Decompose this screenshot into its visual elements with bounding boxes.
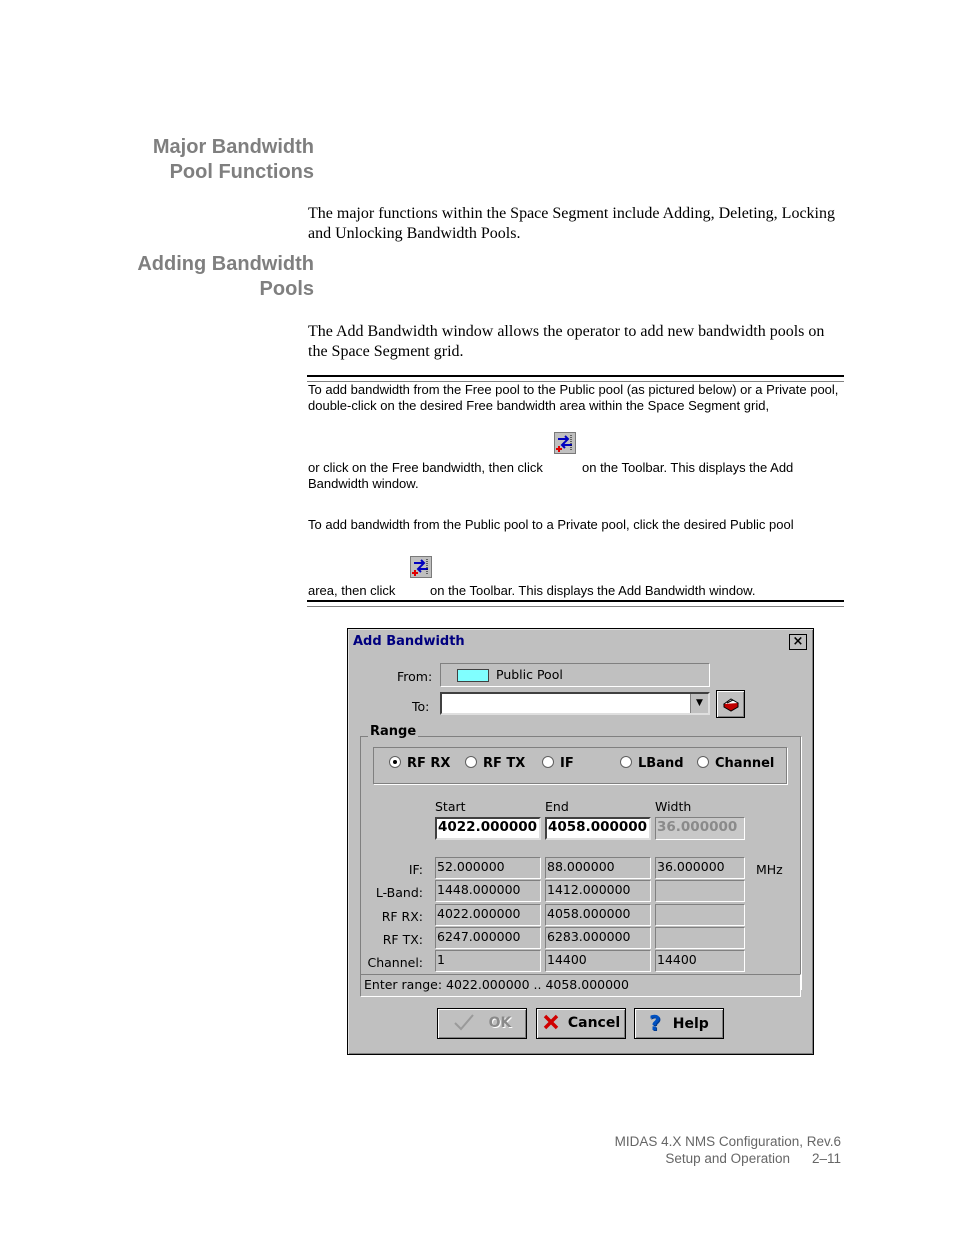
row-start: 6247.000000	[435, 927, 541, 949]
width-readonly: 36.000000	[655, 817, 745, 840]
footer-section-name: Setup and Operation	[665, 1151, 790, 1166]
heading-major-bandwidth: Major Bandwidth Pool Functions	[152, 136, 314, 183]
status-bar: Enter range: 4022.000000 .. 4058.000000	[360, 974, 801, 997]
row-width: 36.000000	[655, 857, 745, 879]
close-icon[interactable]: ×	[789, 634, 807, 650]
to-select[interactable]	[440, 692, 710, 715]
start-input[interactable]: 4022.000000	[435, 817, 541, 840]
row-width	[655, 880, 745, 902]
from-field	[440, 663, 710, 687]
row-label: L-Band:	[375, 885, 423, 900]
range-label	[368, 724, 418, 739]
note-text-2a: or click on the Free bandwidth, then click	[308, 460, 543, 475]
radio-rf-rx-label: RF RX	[407, 756, 451, 771]
checkmark-icon	[453, 1013, 475, 1031]
radio-lband-label: LBand	[638, 756, 684, 771]
pool-color-swatch	[457, 669, 489, 682]
ok-button[interactable]	[437, 1008, 527, 1039]
chevron-down-icon[interactable]: ▼	[690, 694, 708, 713]
row-start: 52.000000	[435, 857, 541, 879]
paragraph-add-bandwidth: The Add Bandwidth window allows the operator to add new bandwidth pools on the Space Segment grid.	[308, 323, 825, 360]
note-line-1: To add bandwidth from the Free pool to the Public pool (as pictured below) or a Private pool, double-click on the desired Free bandwidth area within the Space Segment grid,	[308, 382, 839, 413]
radio-if[interactable]	[542, 756, 574, 771]
add-bandwidth-dialog	[347, 628, 814, 1055]
from-value: Public Pool	[496, 667, 563, 682]
radio-channel-label: Channel	[715, 756, 775, 771]
heading-adding-bandwidth: Adding Bandwidth Pools	[137, 253, 314, 300]
row-label: RF TX:	[382, 932, 423, 947]
note-rule-bottom	[307, 600, 844, 607]
add-bandwidth-icon	[411, 557, 431, 577]
cancel-button[interactable]	[536, 1008, 626, 1039]
radio-rf-rx-dot[interactable]	[389, 756, 401, 768]
row-label: Channel:	[367, 955, 423, 970]
radio-lband[interactable]	[620, 756, 684, 771]
add-bandwidth-toolbar-icon-2	[410, 556, 432, 578]
row-width	[655, 927, 745, 949]
note-line-4b: on the Toolbar. This displays the Add Bandwidth window.	[430, 583, 756, 598]
start-header: Start	[435, 799, 466, 814]
dialog-title-bar	[350, 631, 811, 651]
range-label-text: Range	[370, 724, 417, 739]
row-start: 1	[435, 950, 541, 972]
dialog-title: Add Bandwidth	[353, 634, 465, 649]
row-start: 1448.000000	[435, 880, 541, 902]
row-end: 1412.000000	[545, 880, 651, 902]
footer-page-number: 2–11	[811, 1151, 841, 1166]
note-line-4a: area, then click	[308, 583, 396, 598]
note-text-2b: on the Toolbar. This displays the Add	[582, 460, 794, 475]
radio-channel[interactable]	[697, 756, 774, 771]
help-label: Help	[672, 1016, 709, 1032]
radio-rf-tx[interactable]	[465, 756, 525, 771]
row-width: 14400	[655, 950, 745, 972]
add-bandwidth-icon	[555, 433, 575, 453]
radio-rf-tx-dot[interactable]	[465, 756, 477, 768]
pool-icon	[721, 695, 741, 713]
ok-label: OK	[488, 1015, 512, 1031]
row-end: 6283.000000	[545, 927, 651, 949]
to-label: To:	[412, 699, 430, 714]
radio-rf-rx[interactable]	[389, 756, 450, 771]
question-mark-icon: ?	[649, 1011, 661, 1035]
radio-rf-tx-label: RF TX	[483, 756, 526, 771]
cancel-x-icon	[542, 1013, 560, 1031]
note-line-2b	[582, 460, 842, 476]
note-line-2c: Bandwidth window.	[308, 476, 419, 491]
from-label: From:	[397, 669, 433, 684]
end-header: End	[545, 799, 569, 814]
note-line-3: To add bandwidth from the Public pool to a Private pool, click the desired Public pool	[308, 517, 794, 532]
radio-if-dot[interactable]	[542, 756, 554, 768]
note-rule-top	[307, 375, 844, 382]
row-end: 4058.000000	[545, 904, 651, 926]
radio-if-label: IF	[560, 756, 574, 771]
row-label: RF RX:	[381, 909, 423, 924]
radio-channel-dot[interactable]	[697, 756, 709, 768]
width-header: Width	[655, 799, 692, 814]
row-label: IF:	[408, 862, 423, 877]
cancel-label: Cancel	[567, 1015, 621, 1031]
row-start: 4022.000000	[435, 904, 541, 926]
footer-section	[665, 1150, 841, 1167]
row-end: 88.000000	[545, 857, 651, 879]
unit-label: MHz	[756, 862, 783, 877]
paragraph-major-functions: The major functions within the Space Segment include Adding, Deleting, Locking and Unlocking Bandwidth Pools.	[308, 205, 835, 242]
end-input[interactable]: 4058.000000	[545, 817, 651, 840]
radio-lband-dot[interactable]	[620, 756, 632, 768]
footer-doc-title: MIDAS 4.X NMS Configuration, Rev.6	[614, 1134, 841, 1149]
add-bandwidth-toolbar-icon	[554, 432, 576, 454]
help-button[interactable]	[634, 1008, 724, 1039]
row-width	[655, 904, 745, 926]
open-pool-button[interactable]	[716, 690, 745, 718]
row-end: 14400	[545, 950, 651, 972]
